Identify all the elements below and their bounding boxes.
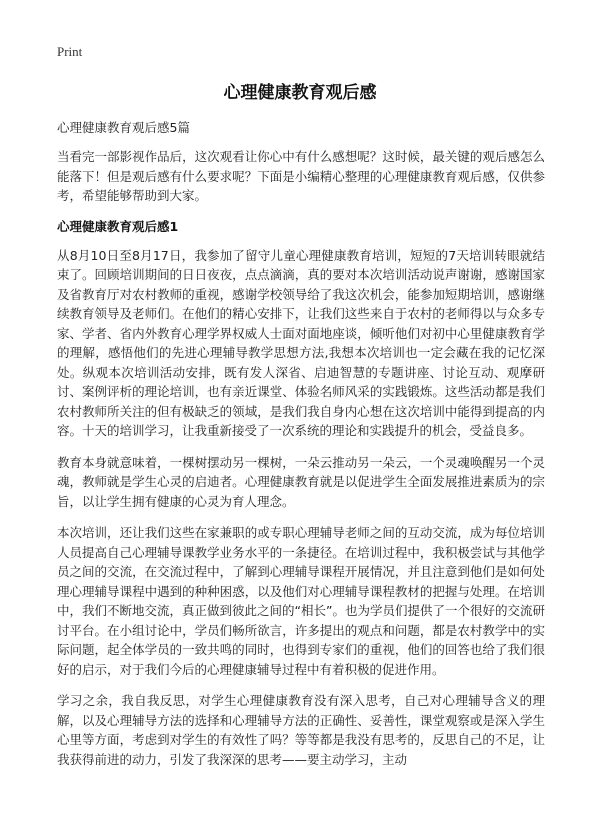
section-heading: 心理健康教育观后感1 <box>57 218 179 234</box>
article-subtitle: 心理健康教育观后感5篇 <box>57 120 190 135</box>
page-title: 心理健康教育观后感 <box>223 83 377 103</box>
body-paragraph: 教育本身就意味着，一棵树摆动另一棵树，一朵云推动另一朵云，一个灵魂唤醒另一个灵魂，教师就是学生心灵的启迪者。心理健康教育就是以促进学生全面发展推进素质为的宗旨，以让学生拥有健康的心灵为育人理念。 <box>57 454 545 509</box>
body-paragraph: 本次培训，还让我们这些在家兼职的或专职心理辅导老师之间的互动交流，成为每位培训人员提高自己心理辅导课教学业务水平的一条捷径。在培训过程中，我积极尝试与其他学员之间的交流，在交流过程中，了解到心理辅导课程开展情况，并且注意到他们是如何处理心理辅导课程中遇到的种种困惑，以及他们对心理辅导课程教材的把握与处理。在培训中，我们不断地交流，真正做到彼此之间的“相长”。也为学员们提供了一个很好的交流研讨平台。在小组讨论中，学员们畅所欲言，许多提出的观点和问题，都是农村教学中的实际问题，起全体学员的一致共鸣的同时，也得到专家们的重视，他们的回答也给了我们很好的启示，对于我们今后的心理健康辅导过程中有着积极的促进作用。 <box>57 525 545 677</box>
intro-paragraph: 当看完一部影视作品后，这次观看让你心中有什么感想呢？这时候，最关键的观后感怎么能落下！但是观后感有什么要求呢？下面是小编精心整理的心理健康教育观后感，仅供参考，希望能够帮助到大家。 <box>57 149 545 203</box>
article-body <box>57 119 545 781</box>
body-paragraph: 从8月10日至8月17日，我参加了留守儿童心理健康教育培训，短短的7天培训转眼就结束了。回顾培训期间的日日夜夜，点点滴滴，真的要对本次培训活动说声谢谢，感谢国家及省教育厅对农村教师的重视，感谢学校领导给了我这次机会，能参加短期培训，感谢继续教育领导及老师们。在他们的精心安排下，让我们这些来自于农村的老师得以与众多专家、学者、省内外教育心理学界权威人士面对面地座谈，倾听他们对初中心里健康教育学的理解，感悟他们的先进心理辅导教学思想方法,我想本次培训也一定会藏在我的记忆深处。纵观本次培训活动安排，既有发人深省、启迪智慧的专题讲座、讨论互动、观摩研讨、案例评析的理论培训，也有亲近课堂、体验名师风采的实践锻炼。这些活动都是我们农村教师所关注的但有极缺乏的领域，是我们我自身内心想在这次培训中能得到提高的内容。十天的培训学习，让我重新接受了一次系统的理论和实践提升的机会，受益良多。 <box>57 247 545 438</box>
print-link[interactable]: Print <box>57 44 83 59</box>
body-paragraph: 学习之余，我自我反思，对学生心理健康教育没有深入思考，自己对心理辅导含义的理解，以及心理辅导方法的选择和心理辅导方法的正确性、妥善性，课堂观察或是深入学生心里等方面，考虑到对学生的有效性了吗？等等都是我没有思考的，反思自己的不足，让我获得前进的动力，引发了我深深的思考——要主动学习，主动 <box>57 693 545 767</box>
